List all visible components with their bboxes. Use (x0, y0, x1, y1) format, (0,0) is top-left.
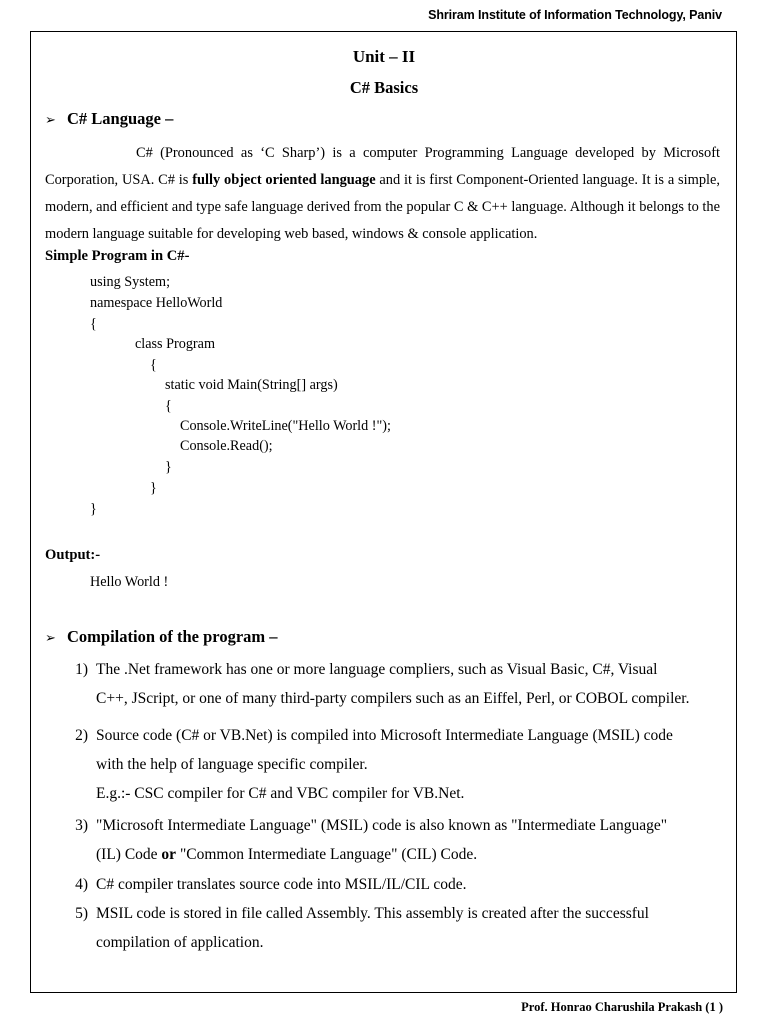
code-line: static void Main(String[] args) (165, 377, 338, 393)
list-item-line (96, 846, 477, 864)
code-line: using System; (90, 274, 171, 290)
code-line: } (165, 459, 172, 475)
list-item-line: Source code (C# or VB.Net) is compiled into Microsoft Intermediate Language (MSIL) code (96, 727, 673, 744)
list-item-number: 5) (75, 905, 88, 922)
code-line: class Program (135, 336, 215, 352)
page-header-institute: Shriram Institute of Information Technology, Paniv (428, 8, 722, 22)
list-item-line: C# compiler translates source code into MSIL/IL/CIL code. (96, 876, 467, 893)
list-item-number: 2) (75, 727, 88, 744)
code-line: Console.WriteLine("Hello World !"); (180, 418, 391, 434)
list-item-line-part: "Common Intermediate Language" (CIL) Code. (176, 846, 478, 863)
output-heading: Output:- (45, 547, 101, 563)
code-line: } (150, 480, 157, 496)
intro-paragraph (45, 140, 720, 248)
list-item-line-bold: or (161, 846, 177, 863)
list-item-line: compilation of application. (96, 934, 264, 951)
intro-text-bold: fully object oriented language (192, 172, 376, 188)
unit-title: Unit – II (352, 47, 416, 66)
section-heading-text: C# Language – (67, 109, 174, 128)
list-item-line: E.g.:- CSC compiler for C# and VBC compiler for VB.Net. (96, 785, 465, 802)
subject-title: C# Basics (349, 78, 419, 97)
list-item-line: The .Net framework has one or more language compliers, such as Visual Basic, C#, Visual (96, 661, 658, 678)
page-footer-author: Prof. Honrao Charushila Prakash (1 ) (521, 1000, 723, 1014)
intro-text-part1: C# (Pronounced as ‘C Sharp’) is a computer Programming Language developed by Microsoft Corporation, USA. C# is (45, 145, 720, 188)
list-item-number: 3) (75, 817, 88, 834)
list-item-line: "Microsoft Intermediate Language" (MSIL) code is also known as "Intermediate Language" (96, 817, 668, 834)
list-item-line: MSIL code is stored in file called Assembly. This assembly is created after the successful (96, 905, 649, 922)
arrow-bullet-icon: ➢ (45, 113, 56, 128)
section-heading-text: Compilation of the program – (67, 627, 278, 646)
intro-text-part2: and it is first Component-Oriented language. It is a simple, modern, and efficient and type safe language derived from the popular C & C++ language. Although it belongs to the modern language suitable for developing web based, windows & console application. (45, 172, 720, 242)
code-line: { (90, 316, 97, 332)
code-line: namespace HelloWorld (90, 295, 223, 311)
code-line: Console.Read(); (180, 438, 273, 454)
list-item-line: C++, JScript, or one of many third-party compilers such as an Eiffel, Perl, or COBOL compiler. (96, 690, 690, 707)
code-line: { (165, 398, 172, 414)
list-item-number: 1) (75, 661, 88, 678)
simple-program-heading: Simple Program in C#- (45, 248, 190, 264)
section-heading-compilation (45, 627, 278, 647)
code-line: { (150, 357, 157, 373)
arrow-bullet-icon: ➢ (45, 631, 56, 646)
output-text: Hello World ! (90, 574, 169, 590)
list-item-line-part: (IL) Code (96, 846, 162, 863)
list-item-line: with the help of language specific compiler. (96, 756, 368, 773)
list-item-number: 4) (75, 876, 88, 893)
section-heading-csharp-language (45, 109, 173, 129)
code-line: } (90, 501, 97, 517)
